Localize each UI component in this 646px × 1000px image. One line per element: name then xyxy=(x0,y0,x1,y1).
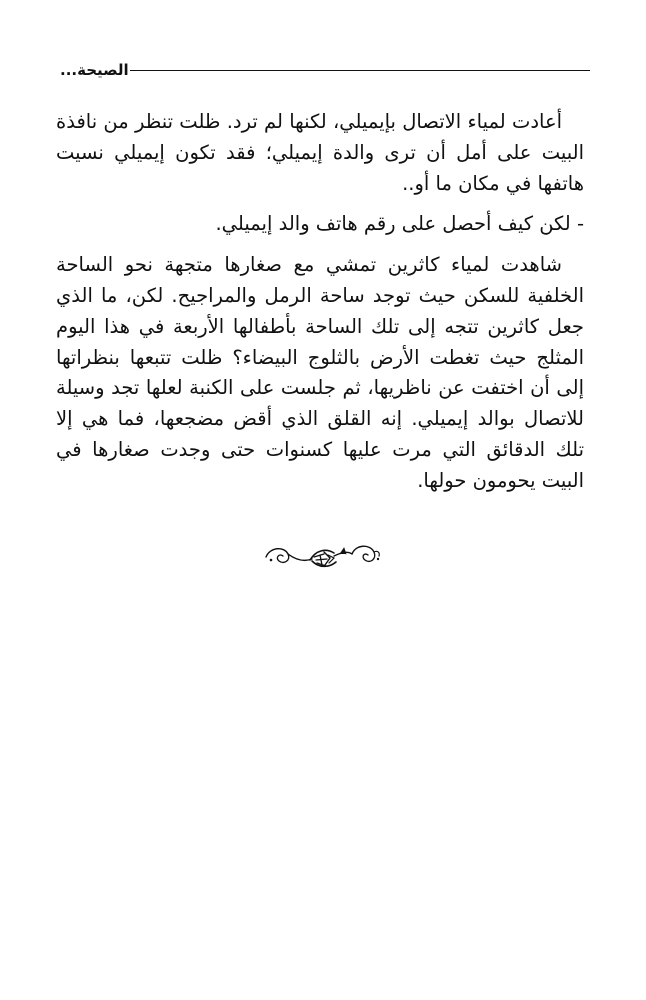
paragraph-3: شاهدت لمياء كاثرين تمشي مع صغارها متجهة نحو الساحة الخلفية للسكن حيث توجد ساحة الرمل والمراجيح. لكن، ما الذي جعل كاثرين تتجه إلى تلك الساحة بأطفالها الأربعة في هذا اليوم المثلج حيث تغطت الأرض بالثلوج البيضاء؟ ظلت تتبعها بنظراتها إلى أن اختفت عن ناظريها، ثم جلست على الكنبة لعلها تجد وسيلة للاتصال بوالد إيميلي. إنه القلق الذي أقض مضجعها، فما هي إلا تلك الدقائق التي مرت عليها كسنوات حتى وجدت صغارها في البيت يحومون حولها. xyxy=(56,253,584,492)
running-header xyxy=(60,58,590,82)
paragraph-1: أعادت لمياء الاتصال بإيميلي، لكنها لم ترد. ظلت تنظر من نافذة البيت على أمل أن ترى والدة إيميلي؛ فقد تكون إيميلي نسيت هاتفها في مكان ما أو.. xyxy=(56,110,584,195)
paragraph-2-dialogue: - لكن كيف أحصل على رقم هاتف والد إيميلي. xyxy=(215,212,584,236)
header-rule xyxy=(130,70,590,71)
page-body xyxy=(56,107,584,497)
floral-divider-icon xyxy=(264,538,382,578)
chapter-title: الصيحة... xyxy=(60,61,129,79)
